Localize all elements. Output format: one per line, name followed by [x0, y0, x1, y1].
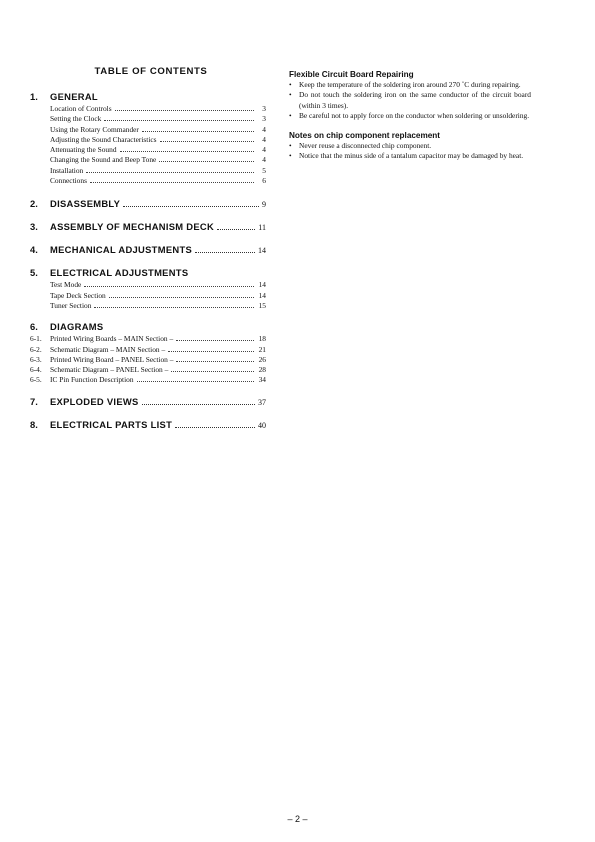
toc-entry-label: Changing the Sound and Beep Tone [50, 155, 157, 165]
toc-entry-label: Location of Controls [50, 104, 112, 113]
notes-block [289, 70, 531, 122]
dot-leader [176, 340, 254, 341]
toc-entry[interactable] [30, 365, 266, 375]
notes-heading: Notes on chip component replacement [289, 130, 441, 140]
notes-item-text: Never reuse a disconnected chip component. [299, 140, 432, 150]
toc-section-number: 1. [30, 91, 38, 102]
toc-entry-label: Schematic Diagram – MAIN Section – [50, 344, 166, 354]
toc-entry-page: 4 [262, 124, 266, 134]
toc-entry-label: Attenuating the Sound [50, 145, 117, 155]
toc-entry-label: IC Pin Function Description [50, 375, 134, 385]
toc-section-heading[interactable] [30, 321, 266, 333]
dot-leader [142, 404, 255, 405]
notes-blocks [289, 70, 531, 161]
toc-entry-number: 6-4. [30, 365, 42, 375]
bullet-icon: • [289, 151, 292, 161]
toc-section-title: ELECTRICAL ADJUSTMENTS [50, 267, 189, 279]
toc-section-page: 9 [262, 200, 266, 210]
notes-item-text: Notice that the minus side of a tantalum capacitor may be damaged by heat. [299, 151, 524, 161]
toc-section-heading[interactable] [30, 244, 266, 257]
toc-section-title: DIAGRAMS [50, 321, 104, 333]
toc-entry[interactable] [30, 291, 266, 301]
notes-block [289, 131, 531, 162]
toc-section-title: ELECTRICAL PARTS LIST [50, 418, 173, 430]
toc-entry[interactable] [30, 166, 266, 176]
dot-leader [109, 297, 254, 298]
toc-entry-page: 3 [262, 104, 266, 113]
toc-entry-page: 15 [258, 300, 266, 310]
toc-entry[interactable] [30, 104, 266, 114]
toc-entry[interactable] [30, 155, 266, 165]
notes-item-text: Do not touch the soldering iron on the same conductor of the circuit board (within 3 times). [299, 90, 531, 110]
toc-entry-list [30, 334, 266, 385]
toc-section-page: 37 [258, 397, 266, 407]
dot-leader [104, 120, 254, 121]
toc-entry-list [30, 104, 266, 186]
toc-entry-page: 4 [262, 155, 266, 165]
dot-leader [84, 286, 254, 287]
toc-entry-label: Adjusting the Sound Characteristics [50, 134, 157, 144]
dot-leader [120, 151, 254, 152]
toc-section-page: 11 [258, 223, 266, 233]
toc-entry-page: 14 [258, 280, 266, 290]
dot-leader [171, 371, 254, 372]
toc-section [30, 221, 266, 234]
toc-entry[interactable] [30, 355, 266, 365]
dot-leader [137, 381, 254, 382]
bullet-icon: • [289, 140, 292, 150]
dot-leader [94, 307, 254, 308]
toc-entry-page: 26 [258, 354, 266, 364]
dot-leader [159, 161, 254, 162]
toc-entry[interactable] [30, 125, 266, 135]
toc-entry-label: Installation [50, 165, 84, 175]
toc-entry-page: 14 [258, 290, 266, 300]
toc-section-title: DISASSEMBLY [50, 198, 121, 210]
dot-leader [168, 351, 254, 352]
toc-entry-page: 21 [258, 344, 266, 354]
toc-entry[interactable] [30, 280, 266, 290]
bullet-icon: • [289, 111, 292, 121]
toc-entry[interactable] [30, 345, 266, 355]
toc-entry[interactable] [30, 375, 266, 385]
toc-entry-page: 18 [258, 334, 266, 344]
dot-leader [160, 141, 254, 142]
toc-entry-page: 6 [262, 176, 266, 186]
notes-list [289, 141, 531, 162]
notes-item [289, 141, 531, 151]
toc-section-title: GENERAL [50, 91, 98, 102]
toc-section [30, 244, 266, 257]
toc-entry-label: Setting the Clock [50, 114, 102, 124]
notes-item-text: Keep the temperature of the soldering iron around 270 ˚C during repairing. [299, 80, 521, 89]
toc-section-page: 14 [258, 246, 266, 256]
dot-leader [217, 229, 255, 230]
toc-entry-page: 4 [262, 145, 266, 155]
toc-sections [30, 91, 266, 432]
notes-list [289, 80, 531, 122]
toc-section-heading[interactable] [30, 419, 266, 432]
bullet-icon: • [289, 80, 292, 89]
toc-entry-number: 6-3. [30, 354, 42, 364]
toc-section-number: 6. [30, 321, 38, 333]
dot-leader [175, 427, 255, 428]
toc-entry-label: Printed Wiring Boards – MAIN Section – [50, 334, 174, 344]
toc-entry-page: 5 [262, 165, 266, 175]
toc-section-number: 7. [30, 395, 38, 407]
toc-section-number: 2. [30, 198, 38, 210]
toc-entry[interactable] [30, 145, 266, 155]
toc-section [30, 198, 266, 211]
page-number: – 2 – [287, 814, 308, 824]
toc-section-heading[interactable] [30, 267, 266, 279]
notes-item-text: Be careful not to apply force on the conductor when soldering or unsoldering. [299, 111, 530, 121]
toc-entry-label: Printed Wiring Board – PANEL Section – [50, 354, 174, 364]
toc-entry-label: Using the Rotary Commander [50, 124, 139, 134]
toc-entry[interactable] [30, 135, 266, 145]
toc-section-heading[interactable] [30, 91, 266, 103]
toc-entry[interactable] [30, 334, 266, 344]
dot-leader [90, 182, 254, 183]
toc-section-heading[interactable] [30, 396, 266, 409]
notes-item [289, 151, 531, 161]
toc-section [30, 267, 266, 311]
dot-leader [176, 361, 254, 362]
toc-entry[interactable] [30, 301, 266, 311]
toc-entry[interactable] [30, 114, 266, 124]
toc-section-title: ASSEMBLY OF MECHANISM DECK [50, 221, 215, 233]
toc-section-title: MECHANICAL ADJUSTMENTS [50, 244, 193, 256]
toc-entry-page: 28 [258, 365, 266, 375]
notes-item [289, 90, 531, 111]
toc-section-heading[interactable] [30, 221, 266, 234]
toc-entry-page: 3 [262, 114, 266, 124]
bullet-icon: • [289, 90, 292, 100]
toc-entry-number: 6-2. [30, 344, 42, 354]
toc-section-number: 3. [30, 221, 38, 233]
dot-leader [86, 172, 254, 173]
toc-section-title: EXPLODED VIEWS [50, 395, 139, 407]
toc-entry-label: Test Mode [50, 280, 82, 290]
notes-item [289, 80, 531, 90]
dot-leader [195, 252, 255, 253]
toc-section [30, 396, 266, 409]
toc-entry-page: 34 [258, 375, 266, 385]
toc-entry-page: 4 [262, 134, 266, 144]
dot-leader [123, 206, 259, 207]
toc-section-page: 40 [258, 420, 266, 430]
repair-notes [289, 70, 531, 170]
notes-item [289, 111, 531, 121]
toc-section [30, 419, 266, 432]
notes-heading: Flexible Circuit Board Repairing [289, 70, 414, 79]
toc-entry[interactable] [30, 176, 266, 186]
toc-section-number: 5. [30, 267, 38, 279]
toc-entry-label: Connections [50, 176, 87, 186]
toc-entry-number: 6-5. [30, 375, 42, 385]
toc-section-heading[interactable] [30, 198, 266, 211]
toc-entry-label: Tape Deck Section [50, 290, 106, 300]
toc-section-number: 8. [30, 418, 38, 430]
toc-entry-list [30, 280, 266, 311]
toc-section [30, 321, 266, 385]
toc-entry-label: Tuner Section [50, 300, 92, 310]
table-of-contents [30, 66, 266, 442]
dot-leader [115, 110, 254, 111]
toc-section-number: 4. [30, 244, 38, 256]
toc-entry-label: Schematic Diagram – PANEL Section – [50, 365, 169, 375]
dot-leader [142, 131, 254, 132]
toc-title: TABLE OF CONTENTS [94, 66, 208, 77]
toc-section [30, 91, 266, 186]
toc-entry-number: 6-1. [30, 334, 42, 344]
